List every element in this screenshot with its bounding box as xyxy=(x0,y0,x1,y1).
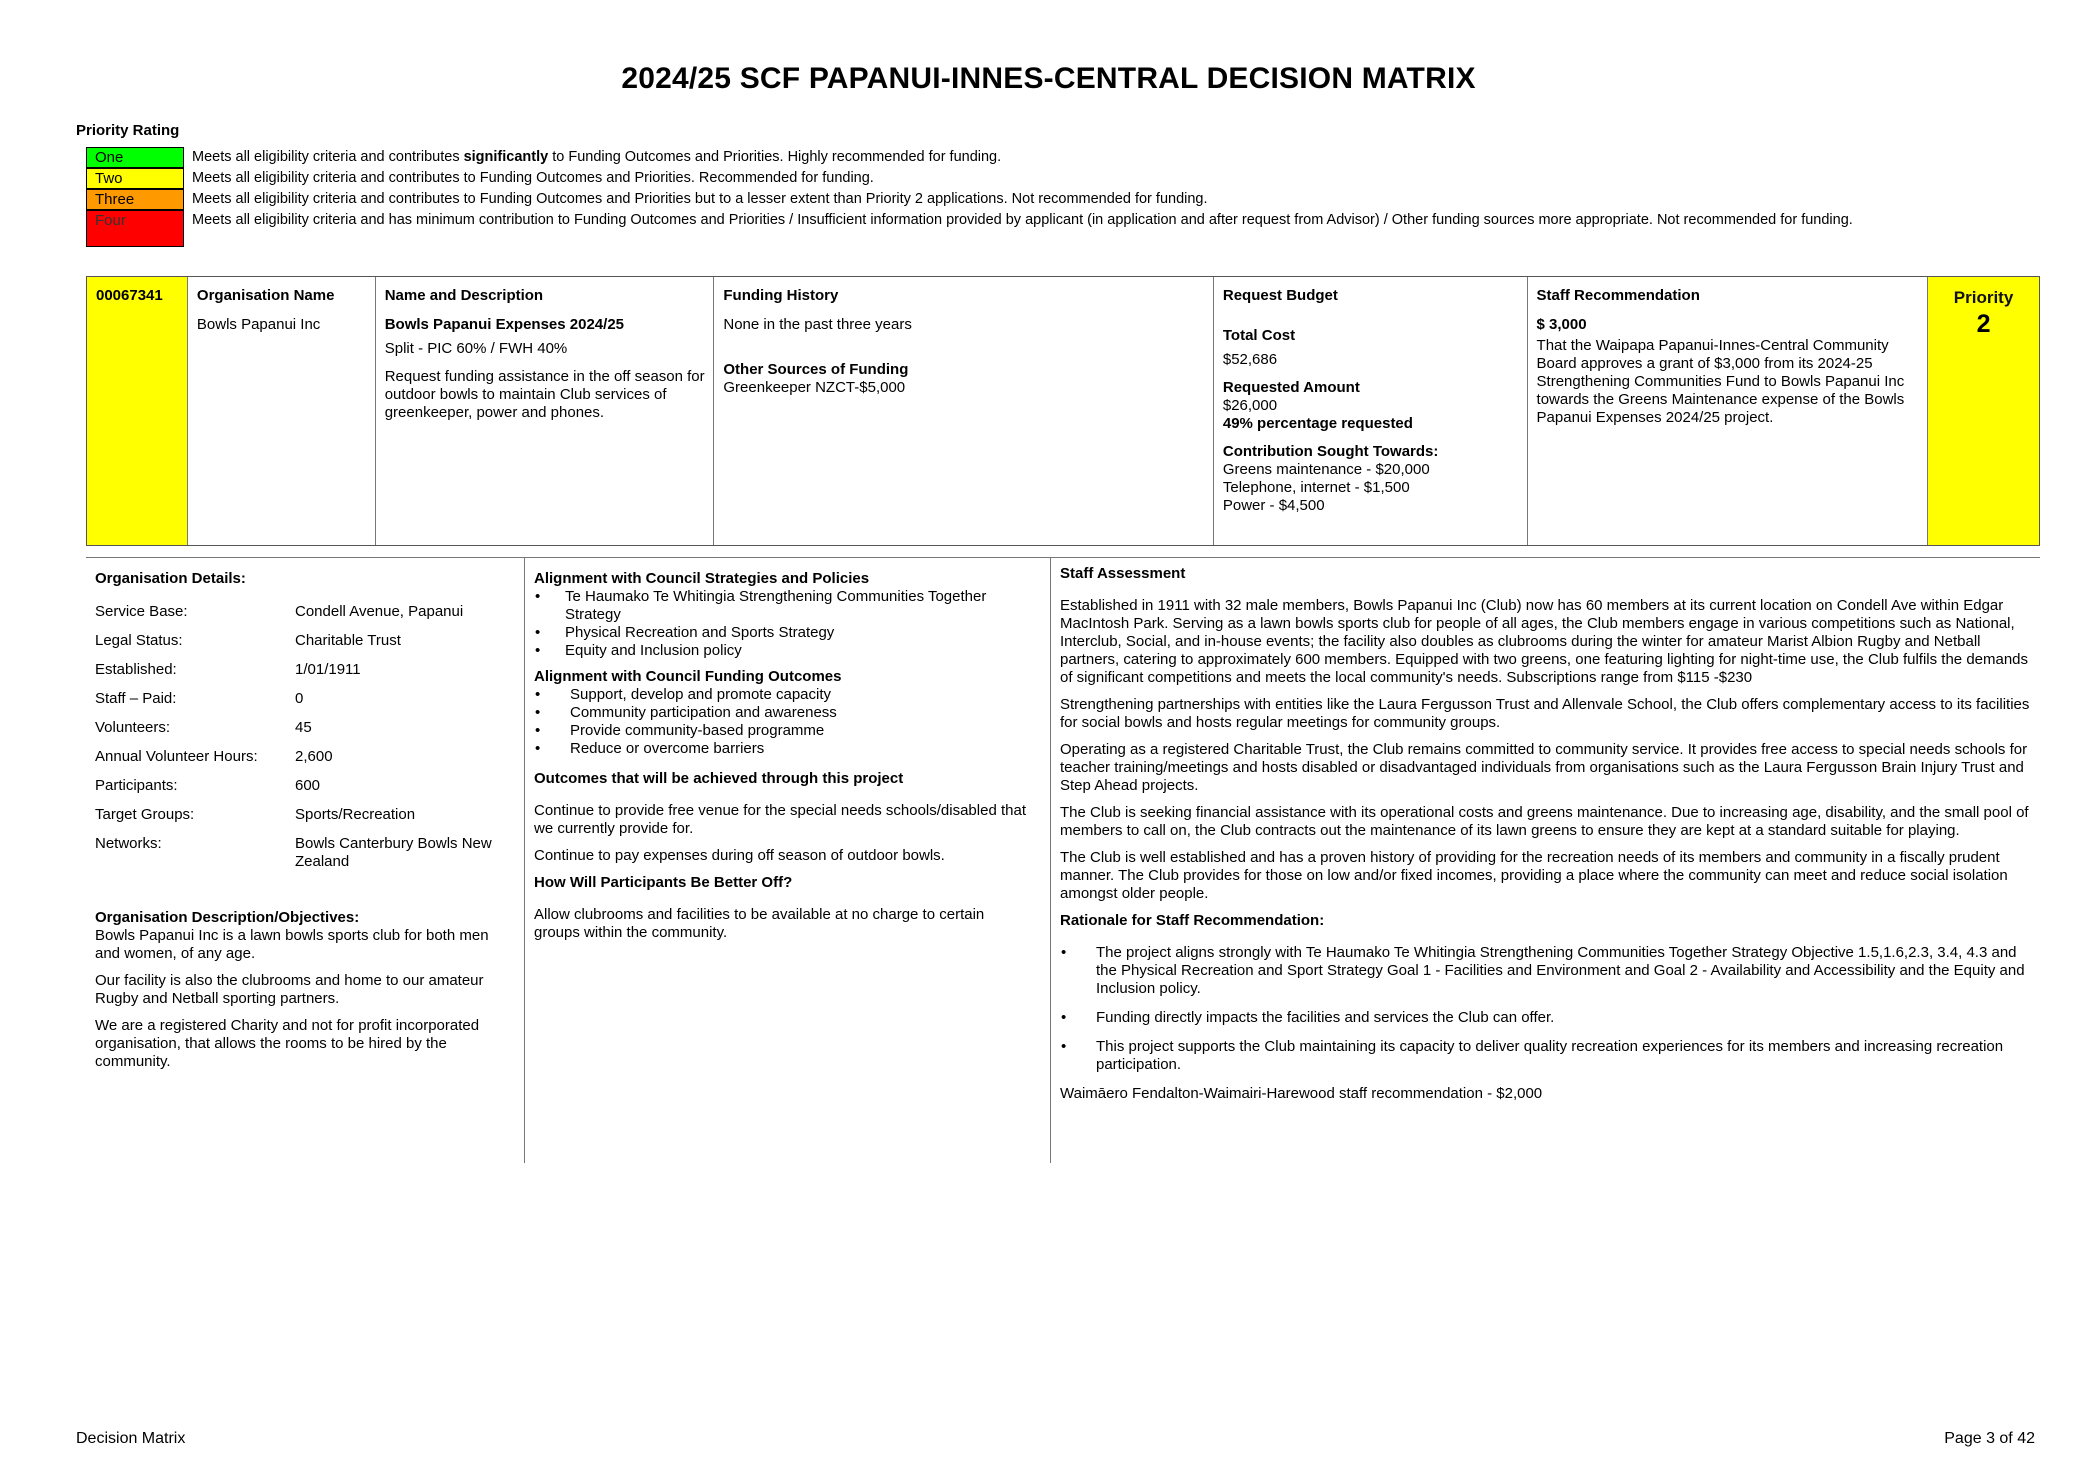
detail-row: Volunteers: 45 xyxy=(95,719,312,736)
assessment-paragraph: The Club is seeking financial assistance with its operational costs and greens maintenance. Due to increasing age, disability, and the small pool of members to call on, the Club contracts out the maintenance of its lawn greens to ensure they are kept at a standard suitable for playing. xyxy=(1060,804,2029,839)
org-name-column xyxy=(188,277,376,545)
better-off-paragraph: Allow clubrooms and facilities to be available at no charge to certain groups within the community. xyxy=(534,906,985,941)
funding-history: None in the past three years xyxy=(723,316,912,333)
legend-swatch-one: One xyxy=(86,147,184,168)
detail-row: Established: 1/01/1911 xyxy=(95,661,361,678)
detail-row: Annual Volunteer Hours: 2,600 xyxy=(95,748,333,765)
legend-text-four: Meets all eligibility criteria and has minimum contribution to Funding Outcomes and Priorities / Insufficient information provided by applicant (in application and after request from Advisor) / Other funding sources more appropriate. Not recommended for funding. xyxy=(192,212,1853,228)
outcomes-heading: Alignment with Council Funding Outcomes xyxy=(534,668,842,685)
project-split: Split - PIC 60% / FWH 40% xyxy=(384,340,568,357)
org-description-paragraph: Our facility is also the clubrooms and home to our amateur Rugby and Netball sporting partners. xyxy=(95,972,484,1007)
detail-row: Participants: 600 xyxy=(95,777,321,794)
legend-row-one xyxy=(86,147,2026,168)
legend-text-three: Meets all eligibility criteria and contributes to Funding Outcomes and Priorities but to a lesser extent than Priority 2 applications. Not recommended for funding. xyxy=(192,191,1208,207)
page-number: Page 3 of 42 xyxy=(1944,1430,2035,1447)
project-name: Bowls Papanui Expenses 2024/25 xyxy=(384,316,625,333)
contribution-item: Power - $4,500 xyxy=(1222,497,1325,514)
org-details-heading: Organisation Details: xyxy=(95,570,246,587)
org-name-header: Organisation Name xyxy=(196,287,335,304)
requested-amount-label: Requested Amount xyxy=(1222,379,1360,396)
legend-swatch-four: Four xyxy=(86,210,184,247)
contribution-label: Contribution Sought Towards: xyxy=(1222,443,1439,460)
funding-history-column xyxy=(714,277,1213,545)
column-divider xyxy=(1050,557,1051,1163)
outcomes-list xyxy=(534,686,1034,758)
priority-rating-heading: Priority Rating xyxy=(76,122,180,139)
staff-recommendation-header: Staff Recommendation xyxy=(1536,287,1700,304)
priority-column xyxy=(1928,277,2039,545)
assessment-paragraph: Strengthening partnerships with entities like the Laura Fergusson Trust and Allenvale School, the Club offers complementary access to its facilities for social bowls and hosts regular meetings for community groups. xyxy=(1060,696,2030,731)
staff-assessment-heading: Staff Assessment xyxy=(1060,565,1186,582)
other-sources: Greenkeeper NZCT-$5,000 xyxy=(723,379,906,396)
page-title: 2024/25 SCF PAPANUI-INNES-CENTRAL DECISION MATRIX xyxy=(621,62,1476,95)
legend-text-two: Meets all eligibility criteria and contributes to Funding Outcomes and Priorities. Recommended for funding. xyxy=(192,170,874,186)
list-item: • Support, develop and promote capacity xyxy=(534,686,1034,704)
percentage-requested: 49% percentage requested xyxy=(1222,415,1413,432)
legend-row-four xyxy=(86,210,2026,247)
staff-recommendation-column xyxy=(1528,277,1929,545)
list-item: • Community participation and awareness xyxy=(534,704,1034,722)
name-description-column xyxy=(376,277,715,545)
detail-row: Target Groups: Sports/Recreation xyxy=(95,806,416,823)
list-item: • Reduce or overcome barriers xyxy=(534,740,1034,758)
better-off-heading: How Will Participants Be Better Off? xyxy=(534,874,793,891)
section-divider xyxy=(86,557,2040,558)
list-item: • Funding directly impacts the facilities and services the Club can offer. xyxy=(1060,1009,2040,1027)
contribution-item: Greens maintenance - $20,000 xyxy=(1222,461,1430,478)
total-cost: $52,686 xyxy=(1222,351,1278,368)
priority-value: 2 xyxy=(1976,310,1991,338)
requested-amount: $26,000 xyxy=(1222,397,1278,414)
staff-recommendation-amount: $ 3,000 xyxy=(1536,316,1587,333)
org-description-paragraph: We are a registered Charity and not for profit incorporated organisation, that allows the rooms to be hired by the community. xyxy=(95,1017,480,1070)
legend-swatch-two: Two xyxy=(86,168,184,189)
detail-row: Legal Status: Charitable Trust xyxy=(95,632,401,649)
priority-legend xyxy=(86,147,2026,247)
detail-row: Service Base: Condell Avenue, Papanui xyxy=(95,603,464,620)
list-item: • Equity and Inclusion policy xyxy=(534,642,1034,660)
legend-row-three xyxy=(86,189,2026,210)
achieve-paragraph: Continue to provide free venue for the special needs schools/disabled that we currently provide for. xyxy=(534,802,1026,837)
achieve-heading: Outcomes that will be achieved through this project xyxy=(534,770,904,787)
detail-row: Networks: Bowls Canterbury Bowls New Zealand xyxy=(95,835,492,870)
org-name: Bowls Papanui Inc xyxy=(196,316,321,333)
org-description-paragraph: Bowls Papanui Inc is a lawn bowls sports club for both men and women, of any age. xyxy=(95,927,489,962)
name-description-header: Name and Description xyxy=(384,287,544,304)
footer-label: Decision Matrix xyxy=(76,1430,186,1447)
list-item: • The project aligns strongly with Te Haumako Te Whitingia Strengthening Communities Together Strategy Objective 1.5,1.6,2.3, 3.4, 4.3 and the Physical Recreation and Sport Strategy Goal 1 - Facilities and Environment and Goal 2 - Availability and Accessibility and the Equity and Inclusion policy. xyxy=(1060,944,2040,998)
detail-row: Staff – Paid: 0 xyxy=(95,690,304,707)
org-description-heading: Organisation Description/Objectives: xyxy=(95,909,360,926)
legend-text-one: Meets all eligibility criteria and contributes significantly to Funding Outcomes and Priorities. Highly recommended for funding. xyxy=(192,149,1002,165)
request-budget-header: Request Budget xyxy=(1222,287,1338,304)
list-item: • Te Haumako Te Whitingia Strengthening Communities Together Strategy xyxy=(534,588,1034,624)
staff-assessment-panel xyxy=(1060,565,2040,1112)
request-budget-column xyxy=(1214,277,1528,545)
priority-label: Priority xyxy=(1953,288,2014,307)
achieve-paragraph: Continue to pay expenses during off season of outdoor bowls. xyxy=(534,847,945,864)
legend-row-two xyxy=(86,168,2026,189)
total-cost-label: Total Cost xyxy=(1222,327,1296,344)
assessment-paragraph: The Club is well established and has a proven history of providing for the recreation needs of its members and community in a fiscally prudent manner. The Club provides for those on low and/or fixed incomes, providing a place where the community can meet and reduce social isolation amongst older people. xyxy=(1060,849,2008,902)
list-item: • Provide community-based programme xyxy=(534,722,1034,740)
rationale-list xyxy=(1060,944,2040,1074)
legend-swatch-three: Three xyxy=(86,189,184,210)
other-sources-header: Other Sources of Funding xyxy=(723,361,909,378)
assessment-paragraph: Established in 1911 with 32 male members, Bowls Papanui Inc (Club) now has 60 members at its current location on Condell Ave within Edgar MacIntosh Park. Serving as a lawn bowls sports club for people of all ages, the Club members engage in various competitions such as National, Interclub, Social, and in-house events; the facility also doubles as clubrooms during the winter for amateur Marist Albion Rugby and Netball partners, catering to approximately 600 members. Equipped with two greens, one featuring lighting for night-time use, the Club fulfils the demands of significant competitions and meets the local community's needs. Subscriptions range from $115 -$230 xyxy=(1060,597,2029,686)
project-description: Request funding assistance in the off season for outdoor bowls to maintain Club services of greenkeeper, power and phones. xyxy=(384,368,705,421)
list-item: • This project supports the Club maintaining its capacity to deliver quality recreation experiences for its members and increasing recreation participation. xyxy=(1060,1038,2040,1074)
assessment-closing: Waimāero Fendalton-Waimairi-Harewood staff recommendation - $2,000 xyxy=(1060,1085,1543,1102)
funding-history-header: Funding History xyxy=(723,287,839,304)
application-table xyxy=(86,276,2040,546)
rationale-heading: Rationale for Staff Recommendation: xyxy=(1060,912,1325,929)
list-item: • Physical Recreation and Sports Strategy xyxy=(534,624,1034,642)
staff-recommendation-text: That the Waipapa Papanui-Innes-Central Community Board approves a grant of $3,000 from its 2024-25 Strengthening Communities Fund to Bowls Papanui Inc towards the Greens Maintenance expense of the Bowls Papanui Expenses 2024/25 project. xyxy=(1536,337,1905,426)
application-id: 00067341 xyxy=(87,277,188,545)
column-divider xyxy=(524,557,525,1163)
contribution-item: Telephone, internet - $1,500 xyxy=(1222,479,1410,496)
alignment-panel xyxy=(534,570,1034,951)
org-details-panel xyxy=(95,570,515,1080)
strategies-list xyxy=(534,588,1034,660)
strategies-heading: Alignment with Council Strategies and Policies xyxy=(534,570,870,587)
assessment-paragraph: Operating as a registered Charitable Trust, the Club remains committed to community service. It provides free access to special needs schools for teacher training/meetings and hosts disabled or disadvantaged individuals from organisations such as the Laura Fergusson Brain Injury Trust and Step Ahead projects. xyxy=(1060,741,2028,794)
